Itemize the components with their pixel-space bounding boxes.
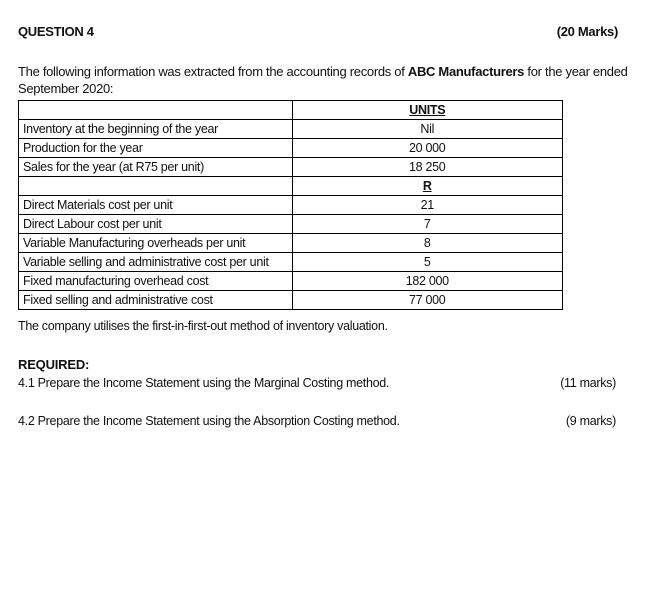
table-row — [19, 120, 563, 139]
question-header — [18, 20, 618, 42]
question-total-marks: (20 Marks) — [556, 24, 618, 39]
table-header-row-rand — [19, 177, 563, 196]
table-row — [19, 253, 563, 272]
required-item-text: 4.2 Prepare the Income Statement using the Absorption Costing method. — [18, 414, 400, 428]
question-title: QUESTION 4 — [18, 24, 94, 39]
row-label: Variable Manufacturing overheads per unit — [19, 234, 293, 253]
required-item-marks: (11 marks) — [560, 376, 616, 390]
row-value: 18 250 — [292, 158, 563, 177]
information-table — [18, 100, 563, 310]
table-row — [19, 272, 563, 291]
company-name: ABC Manufacturers — [407, 64, 525, 79]
row-label: Direct Materials cost per unit — [19, 196, 293, 215]
required-item — [18, 414, 616, 432]
rand-header: R — [292, 177, 563, 196]
table-row — [19, 215, 563, 234]
row-value: 21 — [292, 196, 563, 215]
table-row — [19, 196, 563, 215]
row-value: 20 000 — [292, 139, 563, 158]
row-value: 8 — [292, 234, 563, 253]
row-value: 182 000 — [292, 272, 563, 291]
table-row — [19, 291, 563, 310]
table-row — [19, 234, 563, 253]
row-label: Production for the year — [19, 139, 293, 158]
row-label: Direct Labour cost per unit — [19, 215, 293, 234]
row-label: Sales for the year (at R75 per unit) — [19, 158, 293, 177]
row-label: Fixed selling and administrative cost — [19, 291, 293, 310]
intro-paragraph — [18, 63, 628, 97]
row-value: 7 — [292, 215, 563, 234]
row-value: 77 000 — [292, 291, 563, 310]
table-row — [19, 139, 563, 158]
intro-text-before: The following information was extracted from the accounting records of — [18, 64, 408, 79]
row-label: Inventory at the beginning of the year — [19, 120, 293, 139]
row-value: Nil — [292, 120, 563, 139]
required-item-marks: (9 marks) — [565, 414, 616, 428]
intro-text-after: for the year ended September 2020: — [18, 64, 628, 96]
table-header-row-units — [19, 101, 563, 120]
table-cell — [19, 101, 293, 120]
row-label: Fixed manufacturing overhead cost — [19, 272, 293, 291]
units-header: UNITS — [292, 101, 563, 120]
required-item-text: 4.1 Prepare the Income Statement using the Marginal Costing method. — [18, 376, 390, 390]
required-item — [18, 376, 616, 394]
inventory-method-note: The company utilises the first-in-first-out method of inventory valuation. — [18, 319, 388, 333]
row-label: Variable selling and administrative cost per unit — [19, 253, 293, 272]
table-cell — [19, 177, 293, 196]
table-row — [19, 158, 563, 177]
row-value: 5 — [292, 253, 563, 272]
required-heading: REQUIRED: — [18, 357, 90, 372]
